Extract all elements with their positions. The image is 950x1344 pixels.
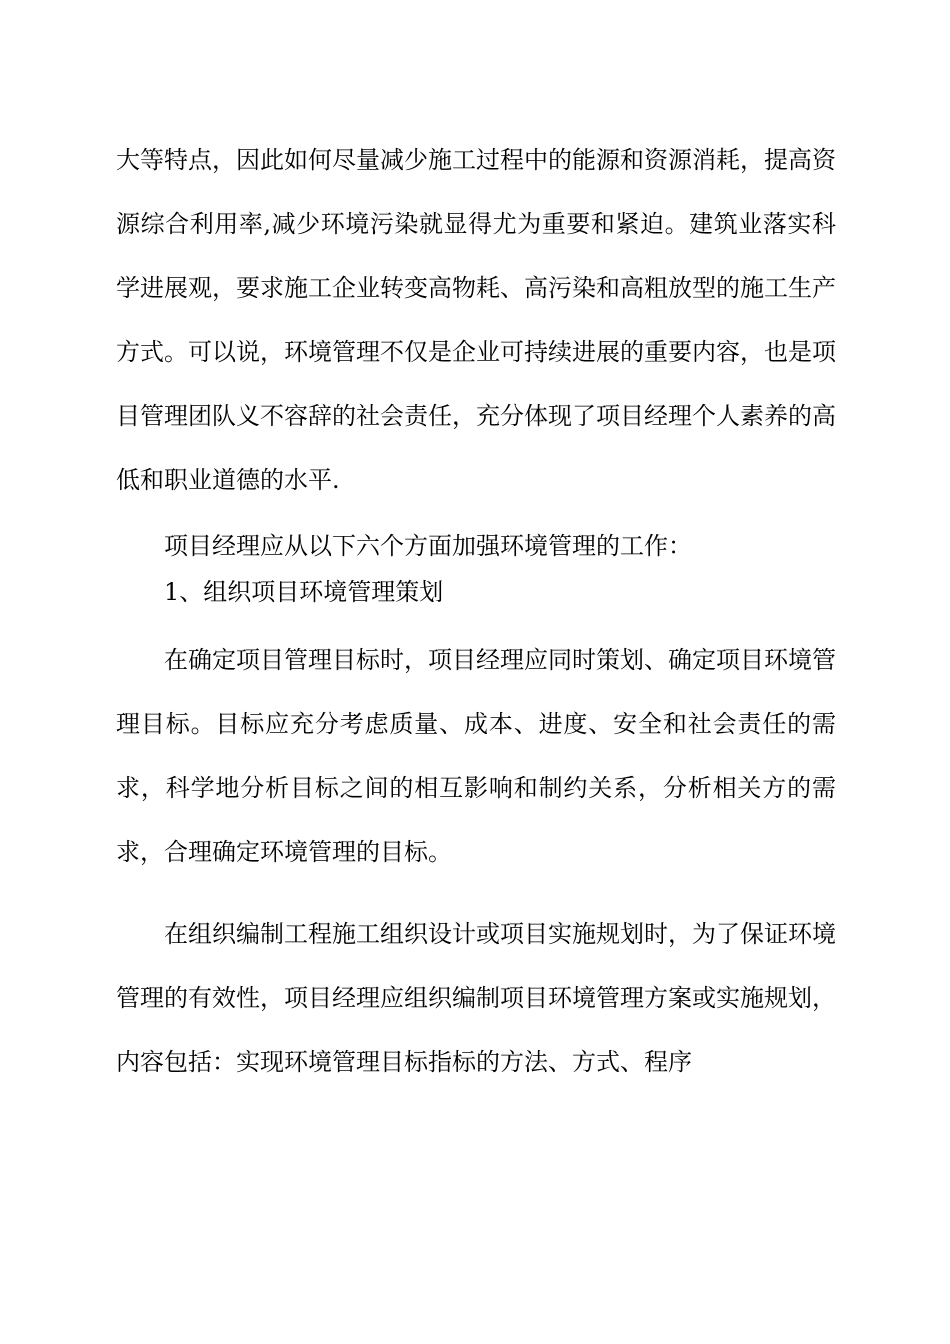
- document-body: [116, 128, 836, 1094]
- section-heading: 1、组织项目环境管理策划: [164, 578, 444, 606]
- paragraph-implementation-plan: 在组织编制工程施工组织设计或项目实施规划时，为了保证环境管理的有效性，项目经理应组织编制项目环境管理方案或实施规划，内容包括：实现环境管理目标指标的方法、方式、程序: [116, 920, 836, 1076]
- paragraph-goal-planning: 在确定项目管理目标时，项目经理应同时策划、确定项目环境管理目标。目标应充分考虑质量、成本、进度、安全和社会责任的需求，科学地分析目标之间的相互影响和制约关系，分析相关方的需求，合理确定环境管理的目标。: [116, 646, 836, 866]
- paragraph-continuation: 大等特点，因此如何尽量减少施工过程中的能源和资源消耗，提高资源综合利用率,减少环境污染就显得尤为重要和紧迫。建筑业落实科学进展观，要求施工企业转变高物耗、高污染和高粗放型的施工生产方式。可以说，环境管理不仅是企业可持续进展的重要内容，也是项目管理团队义不容辞的社会责任，充分体现了项目经理个人素养的高低和职业道德的水平.: [116, 146, 836, 494]
- paragraph-intro: 项目经理应从以下六个方面加强环境管理的工作：: [164, 532, 692, 560]
